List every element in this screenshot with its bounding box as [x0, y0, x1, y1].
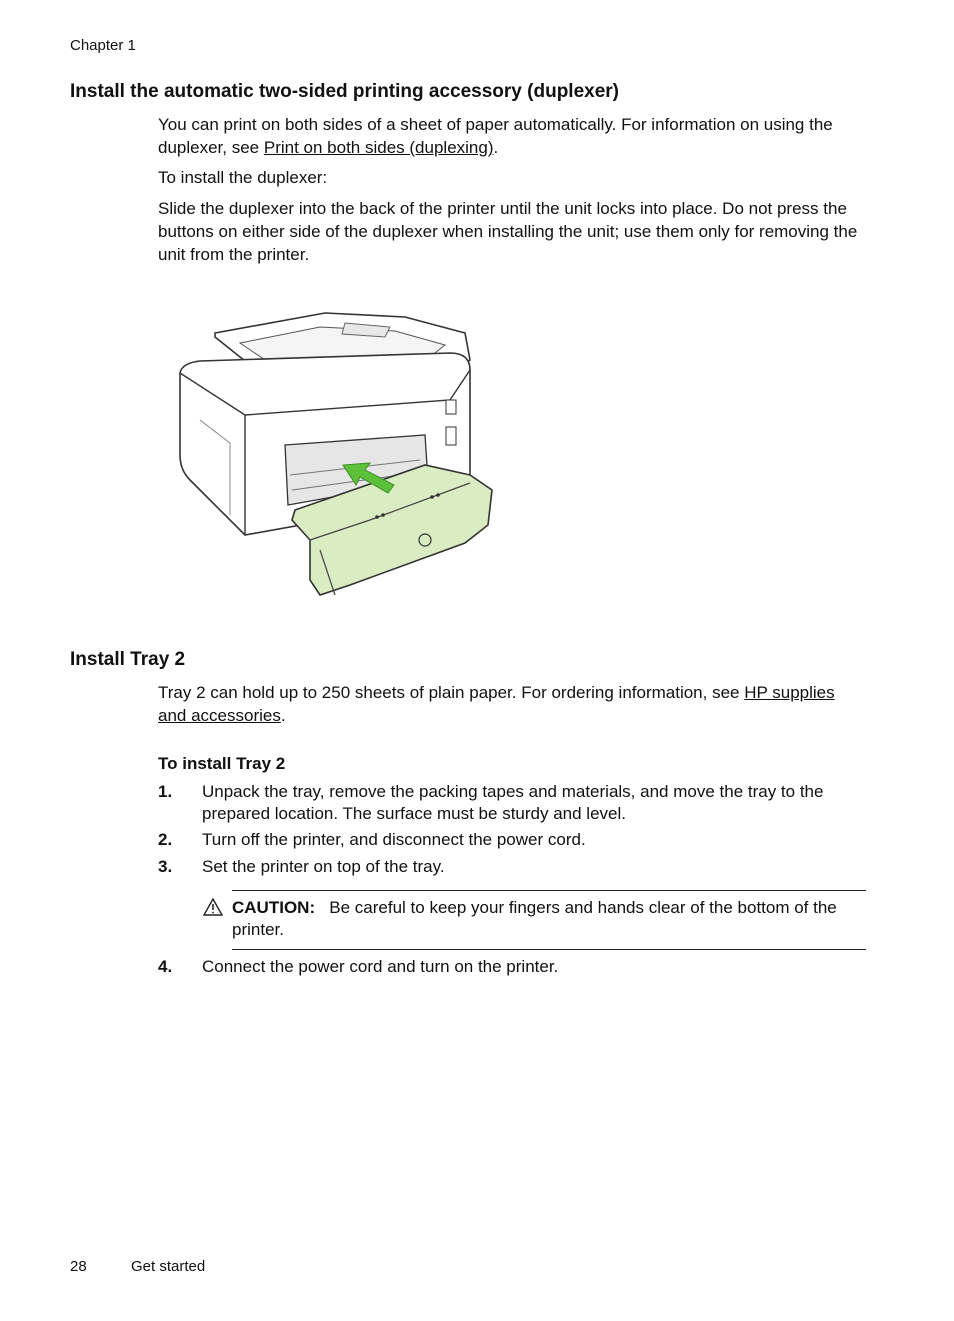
step-text: Unpack the tray, remove the packing tapes and materials, and move the tray to the prepared location. The surface must be sturdy and level.	[202, 782, 824, 823]
printer-port-2	[446, 427, 456, 445]
warning-triangle-icon	[203, 898, 223, 916]
step-text: Set the printer on top of the tray.	[202, 857, 445, 876]
duplexer-install-instructions: Slide the duplexer into the back of the printer until the unit locks into place. Do not press the buttons on either side of the duplexer when installing the unit; use them only for removing the unit from the printer.	[158, 199, 858, 264]
step-number: 3.	[158, 857, 173, 876]
tray2-intro-paragraph	[158, 681, 848, 727]
section-heading-duplexer: Install the automatic two-sided printing accessory (duplexer)	[70, 81, 619, 102]
caution-message: Be careful to keep your fingers and hands clear of the bottom of the printer.	[232, 898, 837, 939]
duplexing-link[interactable]: Print on both sides (duplexing)	[263, 138, 494, 157]
caution-label: CAUTION:	[232, 898, 316, 917]
duplexer-install-lead: To install the duplexer:	[158, 168, 328, 187]
section-heading-tray2: Install Tray 2	[70, 649, 186, 670]
caution-text-block	[232, 897, 862, 941]
step-text: Turn off the printer, and disconnect the power cord.	[202, 830, 586, 849]
duplexer-installation-figure	[170, 305, 500, 600]
tray2-intro-end: .	[280, 706, 286, 725]
step-number: 4.	[158, 957, 173, 976]
running-header: Chapter 1	[70, 37, 136, 54]
procedure-title: To install Tray 2	[158, 754, 286, 773]
step-text: Connect the power cord and turn on the printer.	[202, 957, 559, 976]
duplexer-intro-end: .	[493, 138, 499, 157]
printer-port-1	[446, 400, 456, 414]
hp-supplies-link[interactable]: HP supplies and accessories	[158, 683, 835, 725]
step-number: 2.	[158, 830, 173, 849]
footer-section-name: Get started	[131, 1258, 206, 1275]
page-number: 28	[70, 1258, 87, 1275]
tray2-intro-text: Tray 2 can hold up to 250 sheets of plain paper. For ordering information, see	[158, 683, 745, 702]
duplexer-intro-text: You can print on both sides of a sheet of paper automatically. For information on using the duplexer, see	[158, 115, 833, 157]
duplexer-intro-paragraph	[158, 113, 868, 159]
step-number: 1.	[158, 782, 173, 801]
